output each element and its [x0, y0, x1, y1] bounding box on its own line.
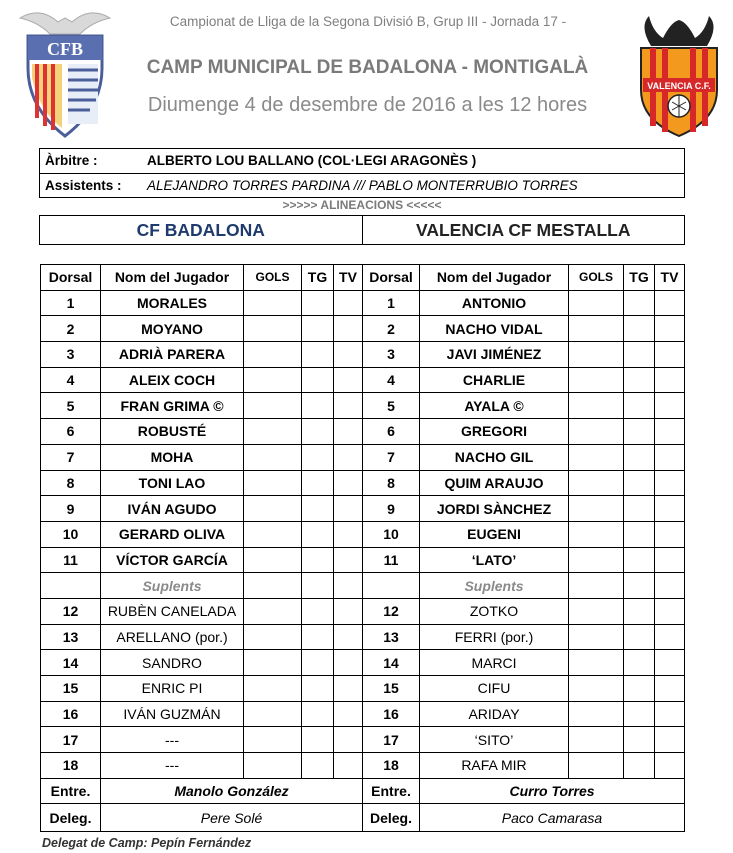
stat-cell	[244, 367, 302, 393]
table-row	[41, 650, 685, 676]
stat-cell	[244, 521, 302, 547]
teams-header	[39, 215, 685, 245]
stat-cell	[624, 342, 655, 368]
col-goals: GOLS	[569, 265, 624, 291]
col-red: TV	[655, 265, 685, 291]
away-dorsal: 17	[363, 727, 420, 753]
stat-cell	[569, 727, 624, 753]
away-delegate: Paco Camarasa	[420, 804, 685, 832]
assistants-names: ALEJANDRO TORRES PARDINA /// PABLO MONTERRUBIO TORRES	[147, 178, 578, 193]
col-name: Nom del Jugador	[101, 265, 244, 291]
stat-cell	[302, 521, 334, 547]
stat-cell	[569, 444, 624, 470]
away-dorsal: 11	[363, 547, 420, 573]
stat-cell	[624, 650, 655, 676]
assistants-row	[40, 174, 684, 198]
stat-cell	[655, 573, 685, 599]
assistants-label: Assistents :	[45, 178, 122, 193]
stat-cell	[334, 290, 363, 316]
stat-cell	[569, 624, 624, 650]
stat-cell	[624, 393, 655, 419]
home-dorsal: 5	[41, 393, 101, 419]
officials-box	[39, 148, 685, 198]
alineacions-heading: >>>>> ALINEACIONS <<<<<	[282, 198, 442, 212]
home-dorsal: 18	[41, 753, 101, 779]
stat-cell	[334, 598, 363, 624]
stat-cell	[334, 650, 363, 676]
home-player: MOYANO	[101, 316, 244, 342]
stat-cell	[569, 650, 624, 676]
home-dorsal: 10	[41, 521, 101, 547]
away-dorsal: 9	[363, 496, 420, 522]
home-player: GERARD OLIVA	[101, 521, 244, 547]
home-dorsal: 11	[41, 547, 101, 573]
crest-text: VALENCIA C.F.	[647, 81, 711, 91]
stat-cell	[655, 624, 685, 650]
competition-line: Campionat de Lliga de la Segona Divisió B, Grup III - Jornada 17 -	[169, 14, 567, 29]
stat-cell	[244, 393, 302, 419]
away-player: ANTONIO	[420, 290, 569, 316]
empty-cell	[363, 573, 420, 599]
stat-cell	[244, 419, 302, 445]
stat-cell	[655, 547, 685, 573]
stat-cell	[244, 573, 302, 599]
table-row	[41, 444, 685, 470]
stat-cell	[334, 496, 363, 522]
home-player: RUBÈN CANELADA	[101, 598, 244, 624]
home-dorsal: 6	[41, 419, 101, 445]
away-dorsal: 14	[363, 650, 420, 676]
stat-cell	[244, 444, 302, 470]
stat-cell	[655, 342, 685, 368]
table-row	[41, 470, 685, 496]
valencia-cf-crest-icon	[631, 8, 727, 143]
stat-cell	[569, 547, 624, 573]
home-player: SANDRO	[101, 650, 244, 676]
home-dorsal: 17	[41, 727, 101, 753]
away-dorsal: 8	[363, 470, 420, 496]
home-dorsal: 7	[41, 444, 101, 470]
away-dorsal: 12	[363, 598, 420, 624]
home-player: TONI LAO	[101, 470, 244, 496]
away-player: GREGORI	[420, 419, 569, 445]
stat-cell	[334, 676, 363, 702]
stat-cell	[655, 701, 685, 727]
away-player: ARIDAY	[420, 701, 569, 727]
away-dorsal: 5	[363, 393, 420, 419]
stat-cell	[569, 316, 624, 342]
table-row	[41, 419, 685, 445]
away-player: JORDI SÀNCHEZ	[420, 496, 569, 522]
stat-cell	[244, 624, 302, 650]
stat-cell	[302, 650, 334, 676]
away-dorsal: 4	[363, 367, 420, 393]
stat-cell	[655, 316, 685, 342]
coach-row	[41, 778, 685, 804]
stat-cell	[334, 444, 363, 470]
col-dorsal: Dorsal	[41, 265, 101, 291]
home-subs-label: Suplents	[101, 573, 244, 599]
stat-cell	[624, 598, 655, 624]
stat-cell	[655, 367, 685, 393]
table-row	[41, 701, 685, 727]
away-player: MARCI	[420, 650, 569, 676]
crest-text: CFB	[47, 39, 83, 59]
stat-cell	[334, 624, 363, 650]
col-name: Nom del Jugador	[420, 265, 569, 291]
stat-cell	[569, 598, 624, 624]
stat-cell	[569, 676, 624, 702]
home-player: ARELLANO (por.)	[101, 624, 244, 650]
stat-cell	[334, 419, 363, 445]
stat-cell	[655, 521, 685, 547]
away-dorsal: 2	[363, 316, 420, 342]
home-player: ENRIC PI	[101, 676, 244, 702]
stat-cell	[334, 573, 363, 599]
home-coach: Manolo González	[101, 778, 363, 804]
referee-name: ALBERTO LOU BALLANO (COL·LEGI ARAGONÈS )	[147, 153, 477, 168]
subs-header-row	[41, 573, 685, 599]
stat-cell	[302, 598, 334, 624]
home-dorsal: 2	[41, 316, 101, 342]
stat-cell	[302, 496, 334, 522]
home-team-name: CF BADALONA	[40, 216, 363, 244]
stat-cell	[624, 496, 655, 522]
home-player: MORALES	[101, 290, 244, 316]
stat-cell	[569, 393, 624, 419]
stat-cell	[624, 316, 655, 342]
home-dorsal: 12	[41, 598, 101, 624]
home-dorsal: 16	[41, 701, 101, 727]
stat-cell	[569, 753, 624, 779]
stat-cell	[302, 676, 334, 702]
delegate-row	[41, 804, 685, 832]
stat-cell	[655, 470, 685, 496]
stat-cell	[655, 598, 685, 624]
away-player: ZOTKO	[420, 598, 569, 624]
home-player: MOHA	[101, 444, 244, 470]
stat-cell	[569, 573, 624, 599]
stat-cell	[244, 676, 302, 702]
stat-cell	[334, 393, 363, 419]
col-red: TV	[334, 265, 363, 291]
stat-cell	[569, 290, 624, 316]
stat-cell	[244, 316, 302, 342]
table-row	[41, 598, 685, 624]
stat-cell	[655, 753, 685, 779]
stat-cell	[302, 701, 334, 727]
stat-cell	[334, 470, 363, 496]
away-player: EUGENI	[420, 521, 569, 547]
home-player: IVÁN GUZMÁN	[101, 701, 244, 727]
stat-cell	[334, 727, 363, 753]
stat-cell	[655, 444, 685, 470]
stat-cell	[624, 470, 655, 496]
stat-cell	[624, 547, 655, 573]
stat-cell	[302, 290, 334, 316]
away-player: NACHO GIL	[420, 444, 569, 470]
away-player: QUIM ARAUJO	[420, 470, 569, 496]
stat-cell	[244, 547, 302, 573]
away-player: ‘LATO’	[420, 547, 569, 573]
lineup-table	[40, 264, 685, 832]
stat-cell	[302, 753, 334, 779]
home-dorsal: 13	[41, 624, 101, 650]
col-yellow: TG	[624, 265, 655, 291]
stat-cell	[302, 393, 334, 419]
stat-cell	[302, 547, 334, 573]
empty-cell	[41, 573, 101, 599]
away-dorsal: 10	[363, 521, 420, 547]
home-dorsal: 9	[41, 496, 101, 522]
away-dorsal: 18	[363, 753, 420, 779]
stat-cell	[655, 496, 685, 522]
home-delegate-label: Deleg.	[41, 804, 101, 832]
table-row	[41, 496, 685, 522]
away-dorsal: 1	[363, 290, 420, 316]
stat-cell	[244, 290, 302, 316]
stat-cell	[569, 521, 624, 547]
away-player: CIFU	[420, 676, 569, 702]
stat-cell	[624, 701, 655, 727]
stat-cell	[244, 701, 302, 727]
away-player: AYALA ©	[420, 393, 569, 419]
table-row	[41, 676, 685, 702]
stat-cell	[624, 624, 655, 650]
away-team-name: VALENCIA CF MESTALLA	[415, 220, 631, 240]
stat-cell	[302, 342, 334, 368]
table-row	[41, 316, 685, 342]
stat-cell	[655, 393, 685, 419]
stat-cell	[334, 367, 363, 393]
table-row	[41, 521, 685, 547]
away-player: CHARLIE	[420, 367, 569, 393]
away-player: JAVI JIMÉNEZ	[420, 342, 569, 368]
home-dorsal: 8	[41, 470, 101, 496]
away-dorsal: 13	[363, 624, 420, 650]
stat-cell	[624, 290, 655, 316]
stat-cell	[334, 521, 363, 547]
table-row	[41, 624, 685, 650]
away-dorsal: 15	[363, 676, 420, 702]
away-dorsal: 7	[363, 444, 420, 470]
stat-cell	[244, 650, 302, 676]
home-player: ---	[101, 753, 244, 779]
stat-cell	[244, 342, 302, 368]
stat-cell	[334, 701, 363, 727]
stat-cell	[569, 701, 624, 727]
stat-cell	[302, 444, 334, 470]
away-player: RAFA MIR	[420, 753, 569, 779]
match-date: Diumenge 4 de desembre de 2016 a les 12 hores	[147, 94, 588, 116]
home-player: FRAN GRIMA ©	[101, 393, 244, 419]
stat-cell	[302, 624, 334, 650]
stat-cell	[334, 753, 363, 779]
stat-cell	[302, 470, 334, 496]
home-player: ALEIX COCH	[101, 367, 244, 393]
away-coach-label: Entre.	[363, 778, 420, 804]
table-row	[41, 547, 685, 573]
stat-cell	[244, 470, 302, 496]
table-header-row	[41, 265, 685, 291]
stat-cell	[334, 547, 363, 573]
col-goals: GOLS	[244, 265, 302, 291]
stat-cell	[624, 676, 655, 702]
stat-cell	[655, 727, 685, 753]
home-delegate: Pere Solé	[101, 804, 363, 832]
stat-cell	[569, 367, 624, 393]
away-coach: Curro Torres	[420, 778, 685, 804]
stat-cell	[302, 573, 334, 599]
home-dorsal: 3	[41, 342, 101, 368]
home-player: ROBUSTÉ	[101, 419, 244, 445]
home-coach-label: Entre.	[41, 778, 101, 804]
stat-cell	[624, 753, 655, 779]
stat-cell	[244, 753, 302, 779]
away-player: NACHO VIDAL	[420, 316, 569, 342]
stat-cell	[244, 496, 302, 522]
stat-cell	[244, 598, 302, 624]
stat-cell	[302, 419, 334, 445]
col-yellow: TG	[302, 265, 334, 291]
home-dorsal: 4	[41, 367, 101, 393]
away-dorsal: 6	[363, 419, 420, 445]
away-player: FERRI (por.)	[420, 624, 569, 650]
stat-cell	[655, 290, 685, 316]
away-player: ‘SITO’	[420, 727, 569, 753]
referee-label: Àrbitre :	[45, 153, 98, 168]
field-delegate: Delegat de Camp: Pepín Fernández	[42, 836, 252, 850]
table-row	[41, 342, 685, 368]
stat-cell	[302, 727, 334, 753]
referee-row	[40, 149, 684, 174]
stat-cell	[655, 650, 685, 676]
col-dorsal: Dorsal	[363, 265, 420, 291]
home-player: IVÁN AGUDO	[101, 496, 244, 522]
stat-cell	[624, 367, 655, 393]
stat-cell	[624, 573, 655, 599]
home-player: ---	[101, 727, 244, 753]
home-player: VÍCTOR GARCÍA	[101, 547, 244, 573]
stat-cell	[569, 419, 624, 445]
table-row	[41, 367, 685, 393]
stat-cell	[624, 444, 655, 470]
stat-cell	[302, 367, 334, 393]
stat-cell	[624, 727, 655, 753]
stat-cell	[569, 342, 624, 368]
away-dorsal: 16	[363, 701, 420, 727]
stat-cell	[569, 496, 624, 522]
table-row	[41, 290, 685, 316]
stat-cell	[655, 676, 685, 702]
table-row	[41, 727, 685, 753]
home-dorsal: 15	[41, 676, 101, 702]
stat-cell	[655, 419, 685, 445]
table-row	[41, 753, 685, 779]
stat-cell	[334, 316, 363, 342]
stat-cell	[302, 316, 334, 342]
home-player: ADRIÀ PARERA	[101, 342, 244, 368]
stat-cell	[334, 342, 363, 368]
stat-cell	[624, 419, 655, 445]
away-delegate-label: Deleg.	[363, 804, 420, 832]
home-dorsal: 1	[41, 290, 101, 316]
stat-cell	[569, 470, 624, 496]
home-dorsal: 14	[41, 650, 101, 676]
stat-cell	[244, 727, 302, 753]
away-dorsal: 3	[363, 342, 420, 368]
stat-cell	[624, 521, 655, 547]
table-row	[41, 393, 685, 419]
away-subs-label: Suplents	[420, 573, 569, 599]
venue-title: CAMP MUNICIPAL DE BADALONA - MONTIGALÀ	[146, 57, 589, 78]
